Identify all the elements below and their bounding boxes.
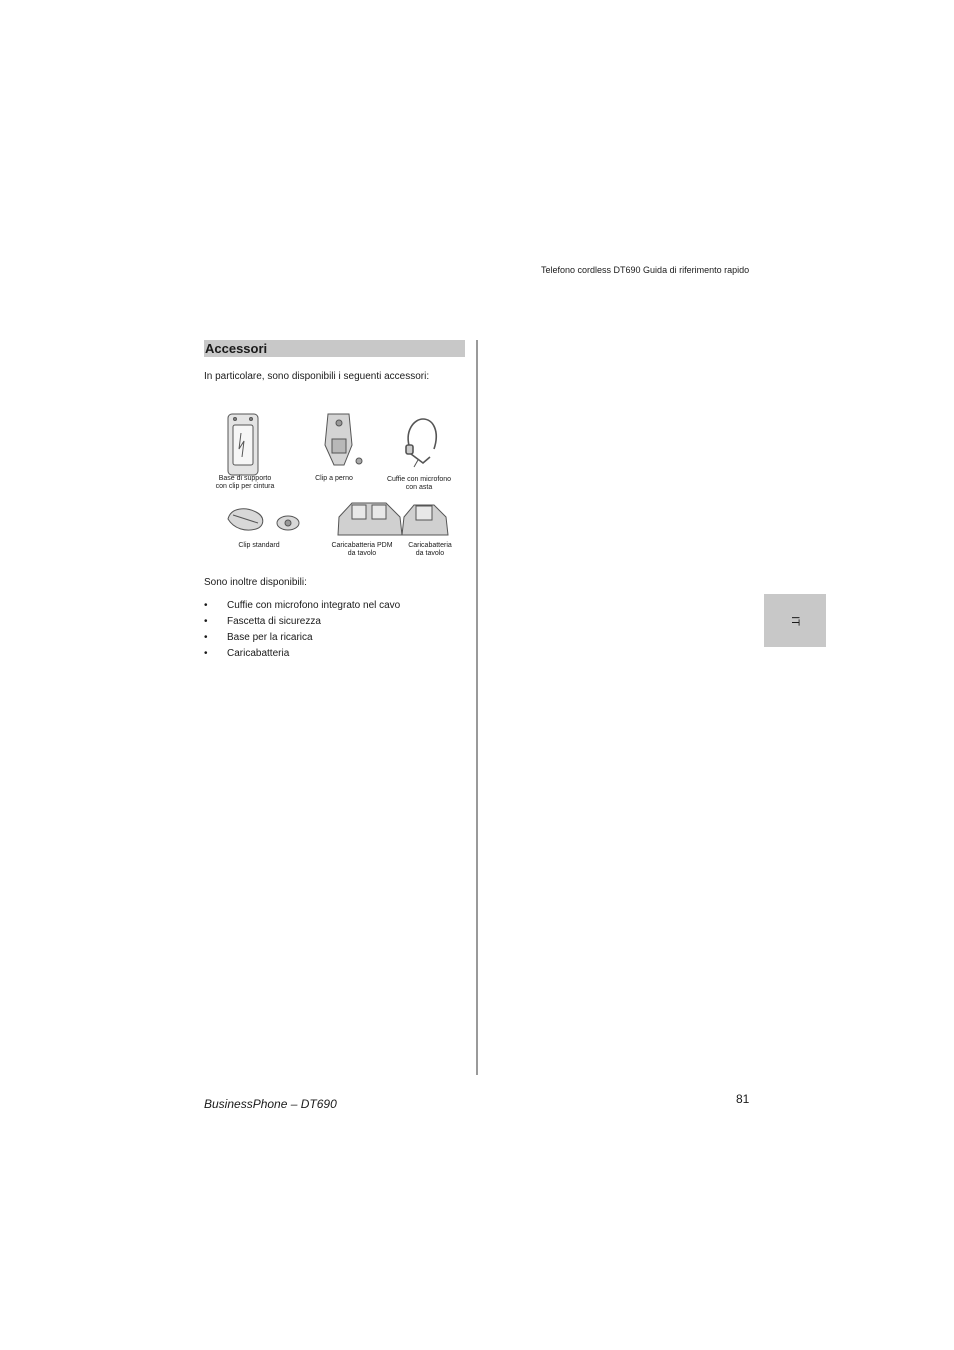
pdm-charger-drawing [338,503,402,535]
caption-belt-clip-base: Base di supporto con clip per cintura [215,475,275,490]
pivot-clip-drawing [325,414,362,465]
caption-pivot-clip: Clip a perno [315,475,353,482]
bullet: • [204,600,208,611]
desk-charger-drawing [402,505,448,535]
section-heading-bar [204,340,465,357]
list-item-text: Caricabatteria [227,648,290,659]
list-item-text: Cuffie con microfono integrato nel cavo [227,600,401,611]
page-number: 81 [736,1092,750,1106]
language-tab-label: IT [789,615,801,626]
bullet: • [204,632,208,643]
caption-pdm-charger: Caricabatteria PDM da tavolo [331,542,393,557]
list-item-text: Fascetta di sicurezza [227,616,321,627]
bullet: • [204,648,208,659]
footer-title: BusinessPhone – DT690 [204,1097,337,1111]
section-intro: In particolare, sono disponibili i seguenti accessori: [204,371,430,382]
list-item-text: Base per la ricarica [227,632,313,643]
boom-headset-drawing [406,419,436,467]
section-title: Accessori [205,341,268,356]
belt-clip-base-drawing [228,414,258,475]
language-tab [764,594,826,647]
column-divider [476,340,478,1075]
accessories-figure [206,405,466,565]
caption-desk-charger: Caricabatteria da tavolo [408,542,452,557]
caption-boom-headset: Cuffie con microfono con asta [386,476,452,491]
running-header: Telefono cordless DT690 Guida di riferimento rapido [541,265,750,275]
caption-standard-clip: Clip standard [238,542,280,549]
also-available-intro: Sono inoltre disponibili: [204,577,307,588]
standard-clip-drawing [228,509,299,530]
bullet: • [204,616,208,627]
